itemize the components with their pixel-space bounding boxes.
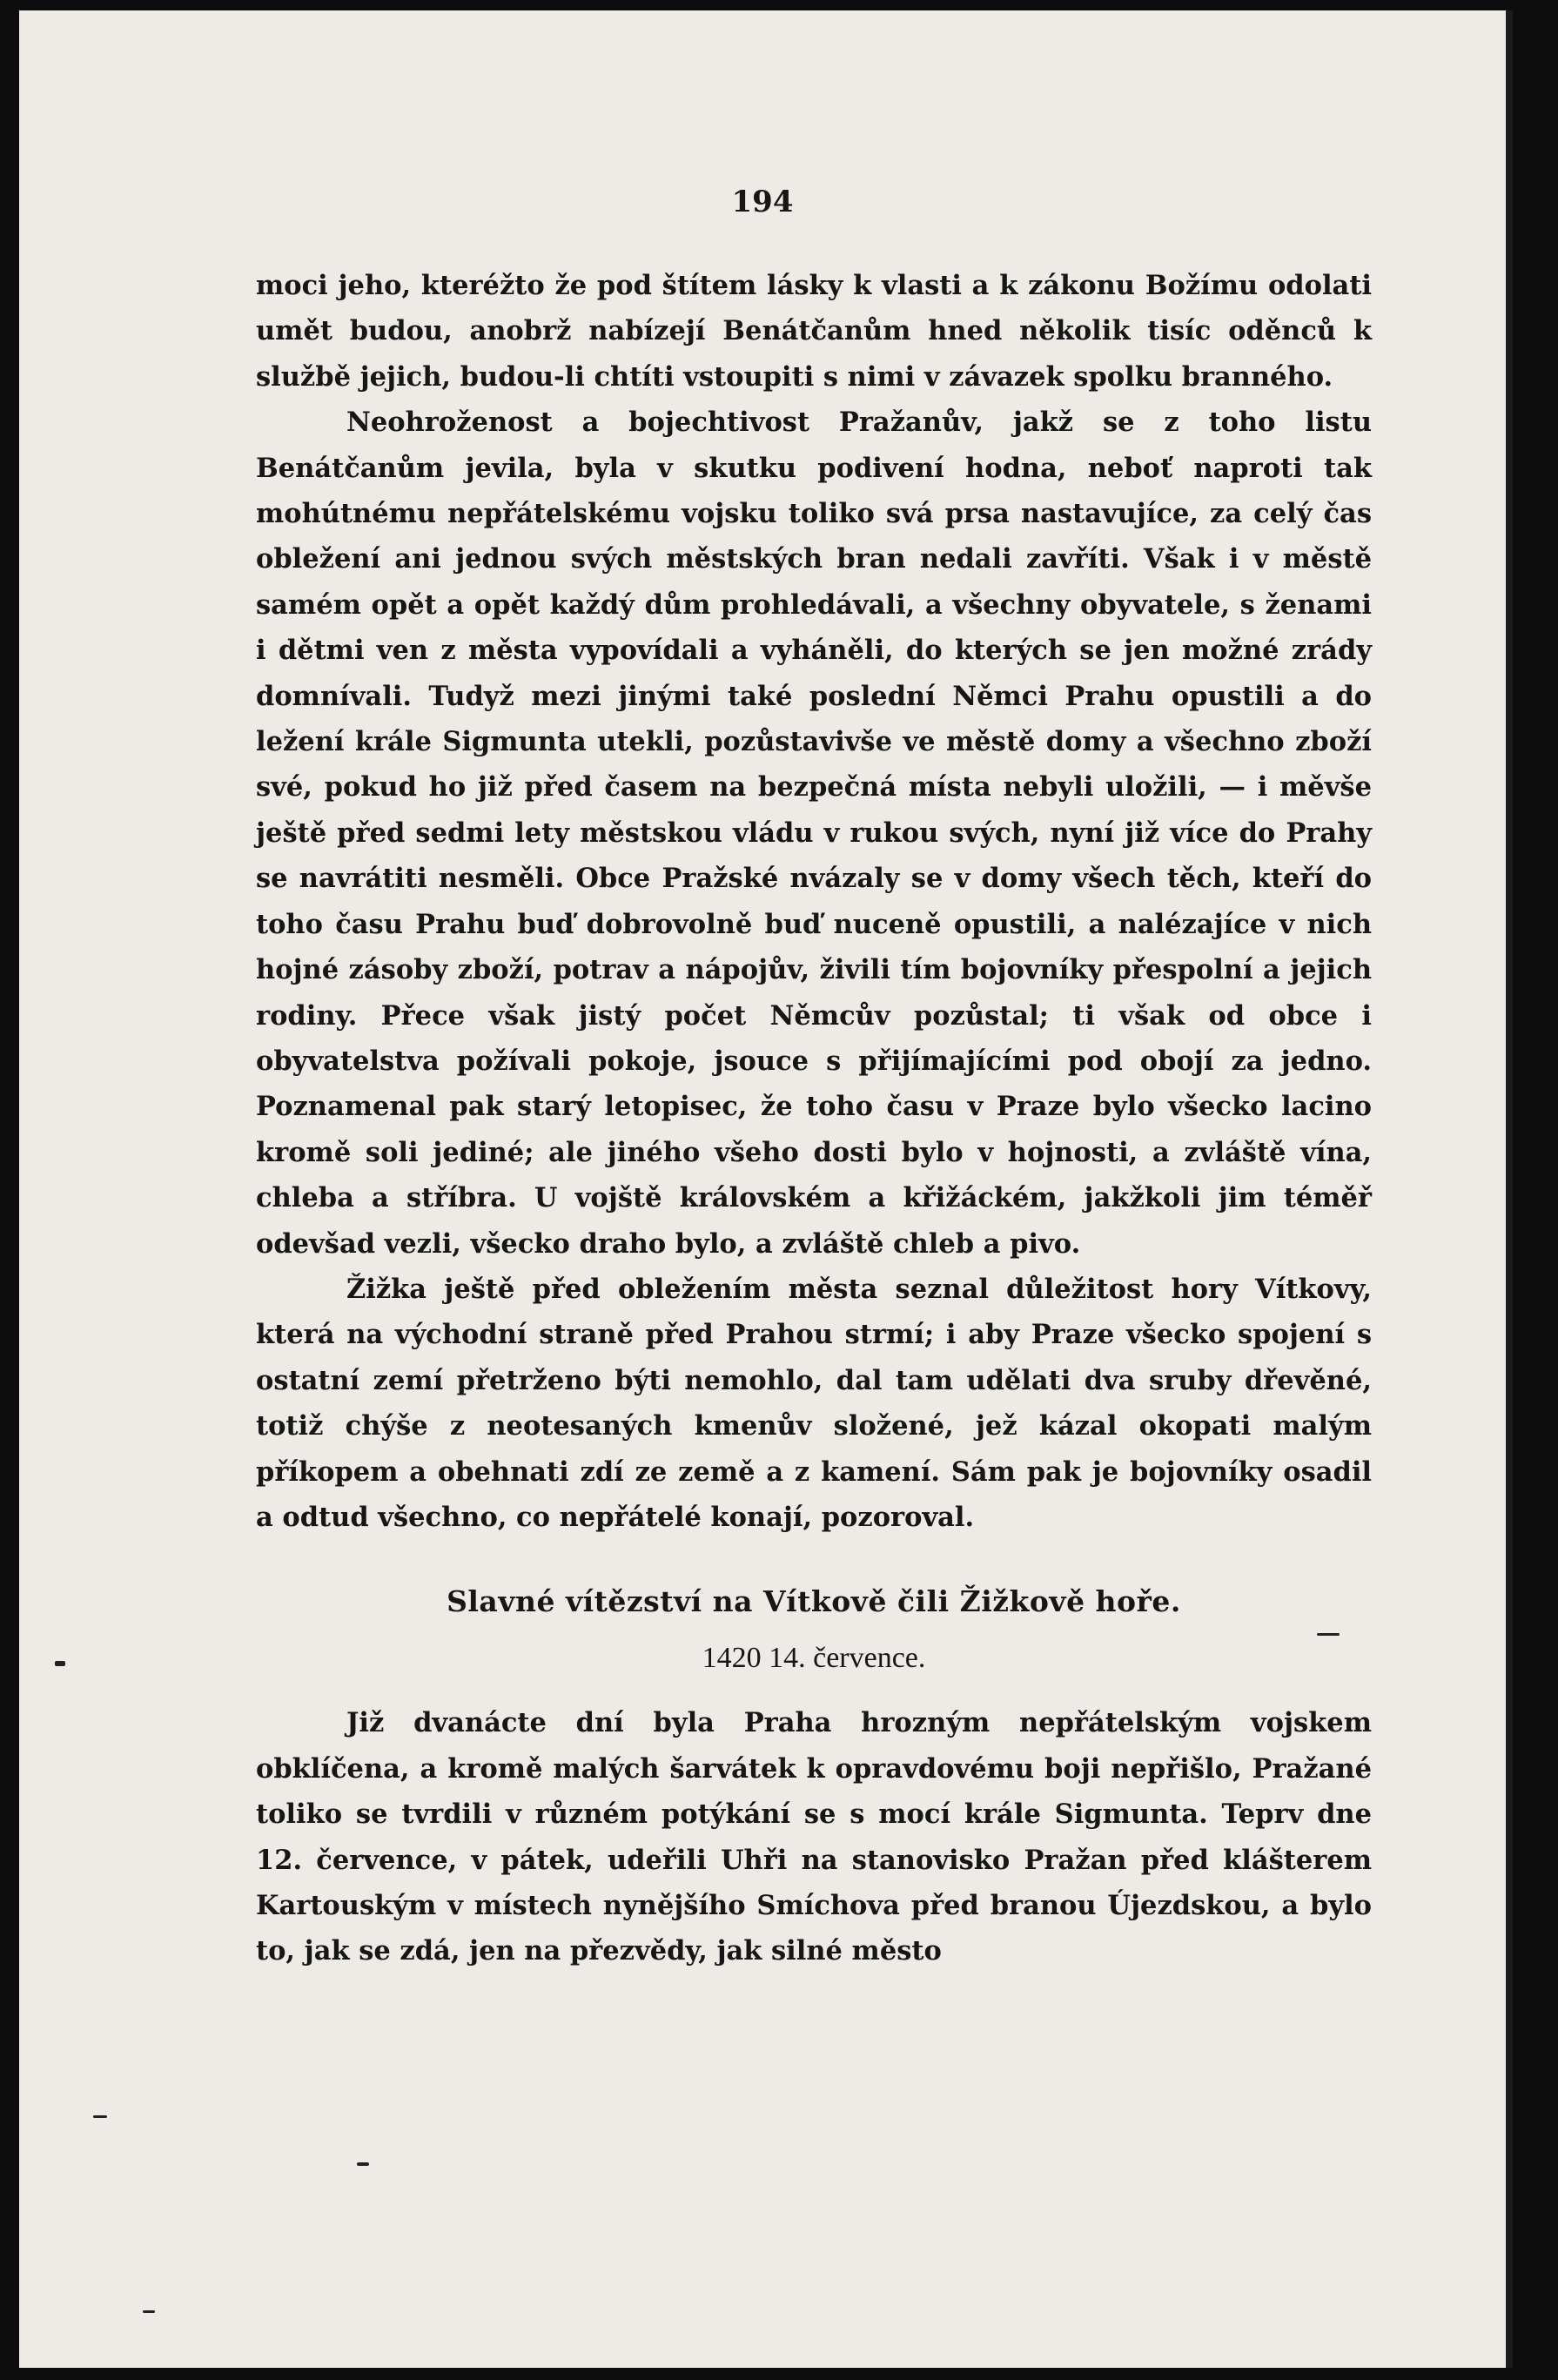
- scan-speck: [55, 1661, 65, 1666]
- scan-speck: [143, 2310, 155, 2313]
- page-edge-shadow: [1506, 10, 1513, 2368]
- section-date: 1420 14. července.: [702, 1642, 926, 1675]
- section-heading: Slavné vítězství na Vítkově čili Žižkově hoře.: [447, 1584, 1181, 1619]
- scan-speck: [1317, 1633, 1340, 1636]
- scan-speck: [93, 2115, 107, 2118]
- paragraph-siege: Již dvanácte dní byla Praha hrozným nepřátelským vojskem obklíčena, a kromě malých šarvátek k opravdovému boji nepřišlo, Pražané toliko se tvrdili v různém potýkání se s mocí krále Sigmunta. Teprv dne 12. července, v pátek, udeřili Uhři na stanovisko Pražan před klášterem Kartouským v místech nynějšího Smíchova před branou Újezdskou, a bylo to, jak se zdá, jen na přezvědy, jak silné město: [256, 1707, 1372, 1967]
- book-page: [19, 10, 1506, 2368]
- page-number: 194: [731, 185, 794, 219]
- paragraph-neohrozenost: Neohroženost a bojechtivost Pražanův, jakž se z toho listu Benátčanům jevila, byla v skutku podivení hodna, neboť naproti tak mohútnému nepřátelskému vojsku toliko svá prsa nastavujíce, za celý čas obležení ani jednou svých městských bran nedali zavříti. Však i v městě samém opět a opět každý dům prohledávali, a všechny obyvatele, s ženami i dětmi ven z města vypovídali a vyháněli, do kterých se jen možné zrády domnívali. Tudyž mezi jinými také poslední Němci Prahu opustili a do ležení krále Sigmunta utekli, pozůstavivše ve městě domy a všechno zboží své, pokud ho již před časem na bezpečná místa nebyli uložili, — i měvše ještě před sedmi lety městskou vládu v rukou svých, nyní již více do Prahy se navrátiti nesměli. Obce Pražské nvázaly se v domy všech těch, kteří do toho času Prahu buď dobrovolně buď nuceně opustili, a nalézajíce v nich hojné zásoby zboží, potrav a nápojův, živili tím bojovníky přespolní a jejich rodiny. Přece však jistý počet Němcův pozůstal; ti však od obce i obyvatelstva požívali pokoje, jsouce s přijímajícími pod obojí za jedno. Poznamenal pak starý letopisec, že toho času v Praze bylo všecko lacino kromě soli jediné; ale jiného všeho dosti bylo v hojnosti, a zvláště vína, chleba a stříbra. U vojště královském a křižáckém, jakžkoli jim téměř odevšad vezli, všecko draho bylo, a zvláště chleb a pivo.: [256, 407, 1372, 1260]
- page-text: [256, 263, 1372, 1974]
- paragraph-continuation: moci jeho, kteréžto že pod štítem lásky k vlasti a k zákonu Božímu odolati umět budou, anobrž nabízejí Benátčanům hned několik tisíc oděnců k službě jejich, budou-li chtíti vstoupiti s nimi v závazek spolku branného.: [256, 270, 1372, 393]
- scan-speck: [357, 2162, 369, 2166]
- paragraph-zizka: Žižka ještě před obležením města seznal důležitost hory Vítkovy, která na východní straně před Prahou strmí; i aby Praze všecko spojení s ostatní zemí přetrženo býti nemohlo, dal tam udělati dva sruby dřevěné, totiž chýše z neotesaných kmenův složené, jež kázal okopati malým příkopem a obehnati zdí ze země a z kamení. Sám pak je bojovníky osadil a odtud všechno, co nepřátelé konají, pozoroval.: [256, 1273, 1372, 1533]
